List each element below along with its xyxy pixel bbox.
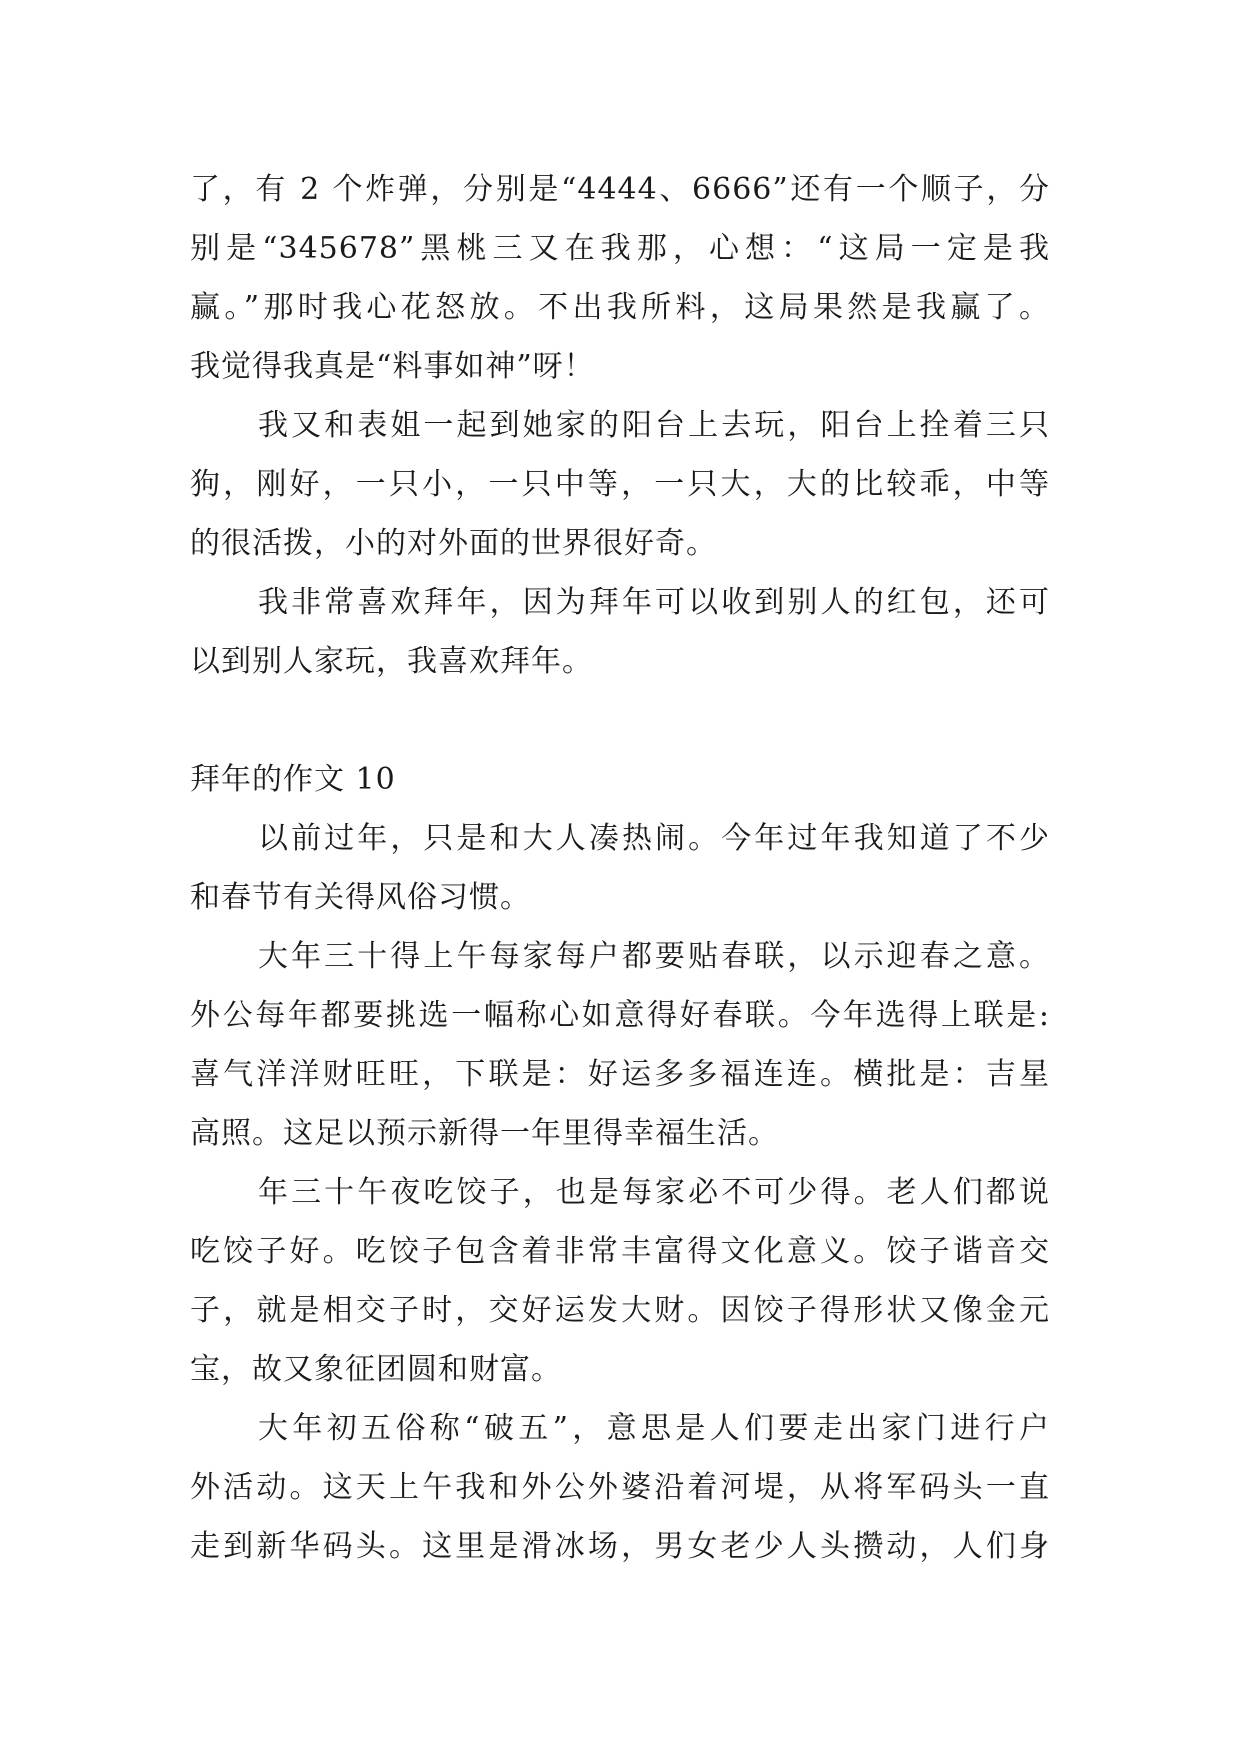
- paragraph: [190, 573, 1050, 691]
- text-line: 子，就是相交子时，交好运发大财。因饺子得形状又像金元: [190, 1293, 1050, 1328]
- paragraph: [190, 927, 1050, 1163]
- paragraph: [190, 160, 1050, 396]
- document-page: [190, 160, 1050, 1576]
- paragraph: [190, 809, 1050, 927]
- text-line: 赢。”那时我心花怒放。不出我所料，这局果然是我赢了。: [190, 290, 1050, 325]
- text-line: 喜气洋洋财旺旺，下联是：好运多多福连连。横批是：吉星: [190, 1057, 1050, 1092]
- text-line: 的很活拨，小的对外面的世界很好奇。: [190, 526, 717, 561]
- text-line: 走到新华码头。这里是滑冰场，男女老少人头攒动，人们身: [190, 1529, 1050, 1564]
- text-line: 狗，刚好，一只小，一只中等，一只大，大的比较乖，中等: [190, 467, 1050, 502]
- paragraph: [190, 396, 1050, 573]
- text-line: 外公每年都要挑选一幅称心如意得好春联。今年选得上联是:: [190, 998, 1050, 1033]
- text-line: 别是“345678”黑桃三又在我那，心想：“这局一定是我: [190, 231, 1050, 266]
- paragraph: [190, 1163, 1050, 1399]
- text-line: 以前过年，只是和大人凑热闹。今年过年我知道了不少: [258, 821, 1050, 856]
- section-spacer: [190, 691, 1050, 750]
- text-line: 以到别人家玩，我喜欢拜年。: [190, 644, 593, 679]
- text-line: 宝，故又象征团圆和财富。: [190, 1352, 562, 1387]
- text-line: 吃饺子好。吃饺子包含着非常丰富得文化意义。饺子谐音交: [190, 1234, 1050, 1269]
- text-line: 年三十午夜吃饺子，也是每家必不可少得。老人们都说: [258, 1175, 1050, 1210]
- text-line: 我又和表姐一起到她家的阳台上去玩，阳台上拴着三只: [258, 408, 1050, 443]
- text-line: 大年三十得上午每家每户都要贴春联，以示迎春之意。: [258, 939, 1050, 974]
- text-line: 我非常喜欢拜年，因为拜年可以收到别人的红包，还可: [258, 585, 1050, 620]
- text-line: 我觉得我真是“料事如神”呀！: [190, 349, 595, 384]
- text-line: 大年初五俗称“破五”，意思是人们要走出家门进行户: [258, 1411, 1050, 1446]
- text-line: 外活动。这天上午我和外公外婆沿着河堤，从将军码头一直: [190, 1470, 1050, 1505]
- text-line: 高照。这足以预示新得一年里得幸福生活。: [190, 1116, 779, 1151]
- paragraph: [190, 1399, 1050, 1576]
- text-line: 和春节有关得风俗习惯。: [190, 880, 531, 915]
- text-line: 了，有 2 个炸弹，分别是“4444、6666”还有一个顺子，分: [190, 172, 1050, 207]
- section-title: 拜年的作文 10: [190, 762, 396, 797]
